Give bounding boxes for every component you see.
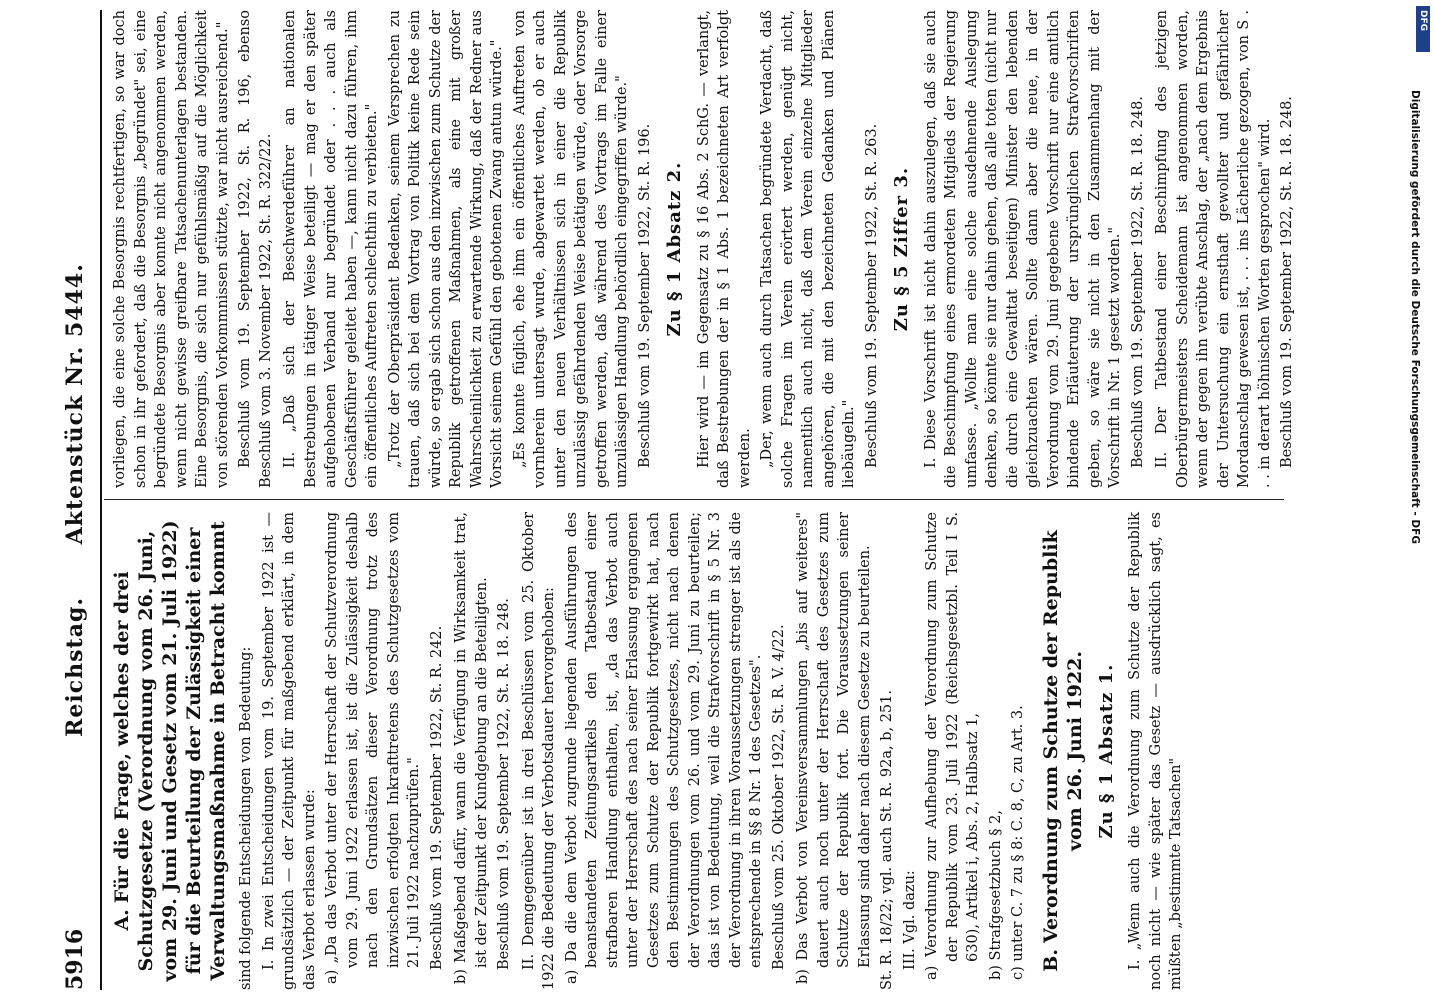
paragraph: III. Vgl. dazu: <box>901 870 918 970</box>
decision-reference: Beschluß vom 19. September 1922, St. R. 263. <box>863 123 880 468</box>
decision-reference: Beschluß vom 25. Oktober 1922, St. R. V. 4/22. <box>770 624 787 970</box>
decision-reference: Beschluß vom 19. September 1922, St. R. 196, ebenso Beschluß vom 3. November 1922, St. R. 322/22. <box>237 10 274 488</box>
subsection-heading: Zu § 1 Absatz 1. <box>1095 663 1117 839</box>
section-b-heading: B.Verordnung zum Schutze der Republik vom 26. Juni 1922. <box>1039 530 1086 972</box>
paragraph: c) unter C. 7 zu § 8: C. 8, C, zu Art. 3. <box>1010 705 1026 980</box>
subsection-heading: Zu § 5 Ziffer 3. <box>891 166 912 332</box>
subsection-heading: Zu § 1 Absatz 2. <box>664 161 685 337</box>
paragraph: „Es konnte füglich, ehe ihm ein öffentliches Auftreten von vornherein untersagt wurde, abgewartet werden, ob er auch unter den neuen Verhältnissen sich in einer die Republik unzulässig gefährdenden Weise betätigen würde, oder Vorsorge getroffen werden, daß während des Vortrags im Falle einer unzulässigen Handlung behördlich eingegriffen würde." <box>511 10 630 488</box>
reference: St. R. 18/22; vgl. auch St. R. 92a, b, 251. <box>879 690 895 990</box>
paragraph: Hier wird — im Gegensatz zu § 16 Abs. 2 SchG. — verlangt, daß Bestrebungen der in § 1 Abs. 1 bezeichneten Art verfolgt werden. <box>695 10 753 488</box>
paragraph: a) Verordnung zur Aufhebung der Verordnung zum Schutze der Republik vom 23. Juli 1922 (Reichsgesetzbl. Teil I S. 630), Artikel i, Abs. 2, Halbsatz 1, <box>924 512 981 980</box>
paragraph: „Der, wenn auch durch Tatsachen begründete Verdacht, daß solche Fragen im Verein erörtert werden, genügt nicht, namentlich auch nicht, daß dem Verein einzelne Mitglieder angehören, die mit den bezeichneten Gedanken und Plänen liebäugeln." <box>759 10 857 488</box>
decision-reference: Beschluß vom 19. September 1922, St. R. 196. <box>636 123 653 468</box>
paragraph: vorliegen, die eine solche Besorgnis rechtfertigen, so war doch schon in ihr gefordert, daß die Besorgnis „begründet" sei, eine begründete Besorgnis aber konnte nicht angenommen werden, wenn nicht gewisse greifbare Tatsachenunterlagen bestanden. Eine Besorgnis, die sich nur gefühlsmäßig auf die Möglichkeit von störenden Vorkommnissen stützte, war nicht ausreichend." <box>112 10 231 488</box>
column-divider <box>104 499 1284 500</box>
paragraph: II. Demgegenüber ist in drei Beschlüssen vom 25. Oktober 1922 die Bedeutung der Verbotsdauer hervorgehoben: <box>520 512 557 990</box>
right-column <box>110 10 1302 488</box>
paragraph: I. In zwei Entscheidungen vom 19. September 1922 ist — grundsätzlich — der Zeitpunkt für maßgebend erklärt, in dem das Verbot erlassen wurde: <box>260 512 318 990</box>
page-number: 5916 <box>62 928 88 990</box>
paragraph: I. „Wenn auch die Verordnung zum Schutze der Republik noch nicht — wie später das Gesetz — ausdrücklich sagt, es müßten „bestimmte Tatsachen" <box>1127 512 1184 990</box>
paragraph: a) „Da das Verbot unter der Herrschaft der Schutzverordnung vom 29. Juni 1922 erlassen ist, ist die Zulässigkeit deshalb nach den Grundsätzen dieser Verordnung trotz des inzwischen erfolgten Inkrafttretens des Schutzgesetzes vom 21. Juli 1922 nachzuprüfen." <box>324 512 422 984</box>
header-document-number: Aktenstück Nr. 5444. <box>62 263 88 545</box>
paragraph: „Trotz der Oberpräsident Bedenken, seinem Versprechen zu trauen, daß sich bei dem Vortrag von Politik keine Rede sein würde, so ergab sich schon aus den inzwischen zum Schutze der Republik getroffenen Maßnahmen, als eine mit großer Wahrscheinlichkeit zu erwartende Wirkung, daß der Redner aus Vorsicht seinem Gefühl den gebotenen Zwang antun würde." <box>386 10 505 488</box>
intro-text: sind folgende Entscheidungen von Bedeutung: <box>238 646 254 990</box>
decision-reference: Beschluß vom 19. September 1922, St. R. 242. <box>428 625 445 970</box>
digitization-note <box>1408 0 1434 1000</box>
page-header <box>56 10 102 990</box>
header-title <box>62 10 88 990</box>
decision-reference: Beschluß vom 19. September 1922, St. R. 18. 248. <box>1129 96 1146 468</box>
decision-reference: Beschluß vom 19. September 1922, St. R. 18. 248. <box>496 598 512 970</box>
paragraph: II. Der Tatbestand einer Beschimpfung des jetzigen Oberbürgermeisters Scheidemann ist angenommen worden, wenn der gegen ihn verübte Anschlag, der „nach dem Ergebnis der Untersuchung ein ernsthaft gewollter und gefährlicher Mordanschlag gewesen ist, . . . ins Lächerliche gezogen, von S . . . in derart höhnischen Worten gesprochen" wird. <box>1154 10 1273 488</box>
paragraph: a) Da die dem Verbot zugrunde liegenden Ausführungen des beanstandeten Zeitungsartikels den Tatbestand einer strafbaren Handlung enthalten, ist, „da das Verbot auch unter der Herrschaft des nach seiner Erlassung ergangenen Gesetzes zum Schutze der Republik fortgewirkt hat, nach den Bestimmungen des Schutzgesetzes, nicht nach denen der Verordnungen vom 26. und vom 29. Juni zu beurteilen; das ist von Bedeutung, weil die Strafvorschrift in § 5 Nr. 3 der Verordnung in ihren Voraussetzungen strenger ist als die entsprechende in §§ 8 Nr. 1 des Gesetzes". <box>563 512 764 984</box>
left-column <box>110 512 1189 990</box>
section-a-heading: A.Für die Frage, welches der drei Schutzgesetze (Verordnung vom 26. Juni, vom 29. Juni und Gesetz vom 21. Juli 1922) für die Beurteilung der Zulässigkeit einer Verwaltungsmaßnahme in Betracht kommt <box>111 520 229 982</box>
paragraph: b) Strafgesetzbuch § 2, <box>987 810 1004 980</box>
paragraph: I. Diese Vorschrift ist nicht dahin auszulegen, daß sie auch die Beschimpfung eines ermordeten Mitglieds der Regierung umfasse. „Wollte man eine solche ausdehnende Auslegung denken, so könnte sie nur dahin gehen, daß alle toten (nicht nur die durch eine Gewalttat beseitigen) Minister den lebenden gleichzuachten wären. Sollte dann aber die neue, in der Verordnung vom 29. Juni gegebene Vorschrift nur eine amtlich bindende Erläuterung der ursprünglichen Strafvorschriften geben, so wäre sie nicht in den Zusammenhang mit der Vorschrift in Nr. 1 gesetzt worden." <box>922 10 1123 488</box>
dfg-logo: DFG <box>1416 6 1430 52</box>
paragraph: b) Maßgebend dafür, wann die Verfügung in Wirksamkeit trat, ist der Zeitpunkt der Kundgebung an die Beteiligten. <box>453 512 490 984</box>
paragraph: II. „Daß sich der Beschwerdeführer an nationalen Bestrebungen in tätiger Weise beteiligt — mag er den später aufgehobenen Verband nur begründet oder . . . auch als Geschäftsführer geleitet haben —, kann nicht dazu führen, ihm ein öffentliches Auftreten schlechthin zu verbieten." <box>282 10 380 488</box>
header-parliament: Reichstag. <box>62 597 88 737</box>
decision-reference: Beschluß vom 19. September 1922, St. R. 18. 248. <box>1279 96 1295 468</box>
digitization-note-text: Digitalisierung gefördert durch die Deutsche Forschungsgemeinschaft - DFG <box>1409 90 1421 544</box>
paragraph: b) Das Verbot von Vereinsversammlungen „bis auf weiteres" dauert auch noch unter der Herrschaft des Gesetzes zum Schutze der Republik fort. Die Voraussetzungen seiner Erlassung sind daher nach diesem Gesetze zu beurteilen. <box>795 512 873 984</box>
